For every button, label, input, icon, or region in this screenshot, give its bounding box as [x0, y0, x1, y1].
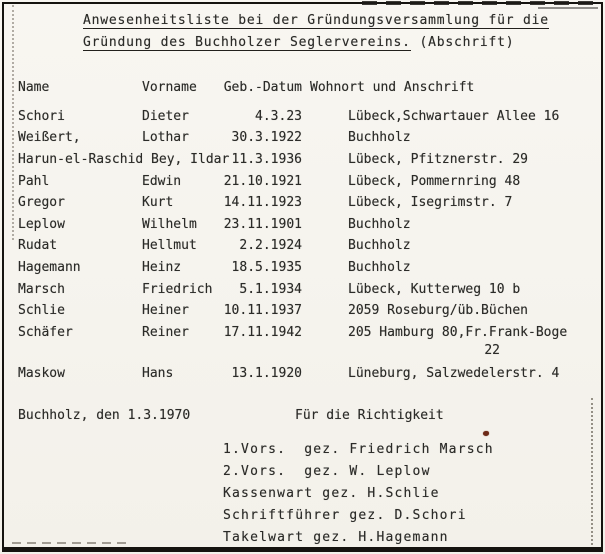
attendee-vorname: Edwin — [142, 173, 182, 189]
signature-line: Takelwart gez. H.Hagemann — [223, 529, 449, 545]
table-row — [18, 149, 605, 171]
attendee-table — [18, 77, 605, 385]
attendee-geb-datum: 21.10.1921 — [223, 173, 302, 189]
attendee-geb-datum: 18.5.1935 — [231, 259, 302, 275]
attendee-name: Harun-el-Raschid Bey, Ildar — [18, 151, 230, 167]
table-body — [18, 106, 605, 385]
attendee-geb-datum: 11.3.1936 — [231, 151, 302, 167]
table-row — [18, 322, 605, 360]
attendee-name: Leplow — [18, 216, 65, 232]
footer-date-line — [18, 405, 605, 427]
attendee-vorname: Lothar — [142, 130, 189, 146]
title-abschrift-suffix: (Abschrift) — [410, 34, 515, 50]
attendee-wohnort: Lüneburg, Salzwedelerstr. 4 — [348, 366, 560, 382]
attendee-wohnort: Lübeck, Pfitznerstr. 29 — [348, 151, 529, 167]
signature-line: Schriftführer gez. D.Schori — [223, 507, 467, 523]
attendee-name: Pahl — [18, 173, 50, 189]
attendee-geb-datum: 14.11.1923 — [223, 195, 302, 211]
attendee-wohnort: Lübeck, Pommernring 48 — [348, 173, 521, 189]
table-row — [18, 363, 605, 385]
attendee-vorname: Heiner — [142, 303, 189, 319]
attendee-vorname: Reiner — [142, 324, 189, 340]
attendee-vorname: Hans — [142, 366, 174, 382]
column-header-name: Name — [18, 80, 50, 96]
table-row — [18, 127, 605, 149]
title-line-1: Anwesenheitsliste bei der Gründungsversammlung für die — [83, 13, 549, 28]
certify-heading: Für die Richtigkeit — [295, 407, 444, 423]
attendee-name: Schori — [18, 108, 65, 124]
document-title — [83, 10, 605, 53]
column-header-wohnort: Wohnort und Anschrift — [310, 80, 475, 96]
attendee-wohnort: 2059 Roseburg/üb.Büchen — [348, 303, 529, 319]
signature-line: 1.Vors. gez. Friedrich Marsch — [223, 441, 494, 457]
attendee-geb-datum: 30.3.1922 — [231, 130, 302, 146]
attendee-geb-datum: 2.2.1924 — [239, 238, 302, 254]
attendee-geb-datum: 23.11.1901 — [223, 216, 302, 232]
attendee-wohnort: 205 Hamburg 80,Fr.Frank-Boge 22 — [302, 322, 605, 360]
title-line-2: Gründung des Buchholzer Seglervereins. (Abschrift) — [83, 34, 515, 50]
table-row — [18, 192, 605, 214]
column-header-vorname: Vorname — [142, 80, 197, 96]
attendee-name: Schlie — [18, 303, 65, 319]
signature-line: Kassenwart gez. H.Schlie — [223, 485, 440, 501]
table-row — [18, 171, 605, 193]
attendee-wohnort: Buchholz — [348, 216, 411, 232]
attendee-name: Weißert, — [18, 130, 81, 146]
column-header-geb-datum: Geb.-Datum — [223, 80, 302, 96]
attendee-name: Gregor — [18, 195, 65, 211]
attendee-geb-datum: 13.1.1920 — [231, 366, 302, 382]
attendee-name: Schäfer — [18, 324, 73, 340]
attendee-name: Maskow — [18, 366, 65, 382]
attendee-geb-datum: 4.3.23 — [255, 108, 302, 124]
attendee-geb-datum: 17.11.1942 — [223, 324, 302, 340]
attendee-wohnort: Buchholz — [348, 259, 411, 275]
place-date: Buchholz, den 1.3.1970 — [18, 407, 191, 423]
attendee-vorname: Heinz — [142, 259, 182, 275]
table-header-row — [18, 77, 605, 99]
signature-block — [223, 439, 605, 549]
table-row — [18, 235, 605, 257]
signature-line: 2.Vors. gez. W. Leplow — [223, 463, 431, 479]
attendee-wohnort-line2: 22 — [484, 343, 500, 359]
attendee-geb-datum: 5.1.1934 — [239, 281, 302, 297]
attendee-wohnort: Buchholz — [348, 130, 411, 146]
attendee-vorname: Kurt — [142, 195, 174, 211]
attendee-name: Marsch — [18, 281, 65, 297]
attendee-vorname: Wilhelm — [142, 216, 197, 232]
attendee-wohnort: Buchholz — [348, 238, 411, 254]
attendee-vorname: Friedrich — [142, 281, 213, 297]
table-row — [18, 214, 605, 236]
table-row — [18, 300, 605, 322]
attendee-name: Rudat — [18, 238, 58, 254]
attendee-wohnort: Lübeck, Kutterweg 10 b — [348, 281, 521, 297]
table-row — [18, 257, 605, 279]
attendee-wohnort: Lübeck,Schwartauer Allee 16 — [348, 108, 560, 124]
attendee-wohnort: Lübeck, Isegrimstr. 7 — [348, 195, 513, 211]
attendee-name: Hagemann — [18, 259, 81, 275]
attendee-vorname: Hellmut — [142, 238, 197, 254]
attendee-vorname: Dieter — [142, 108, 189, 124]
table-row — [18, 279, 605, 301]
attendee-geb-datum: 10.11.1937 — [223, 303, 302, 319]
table-row — [18, 106, 605, 128]
